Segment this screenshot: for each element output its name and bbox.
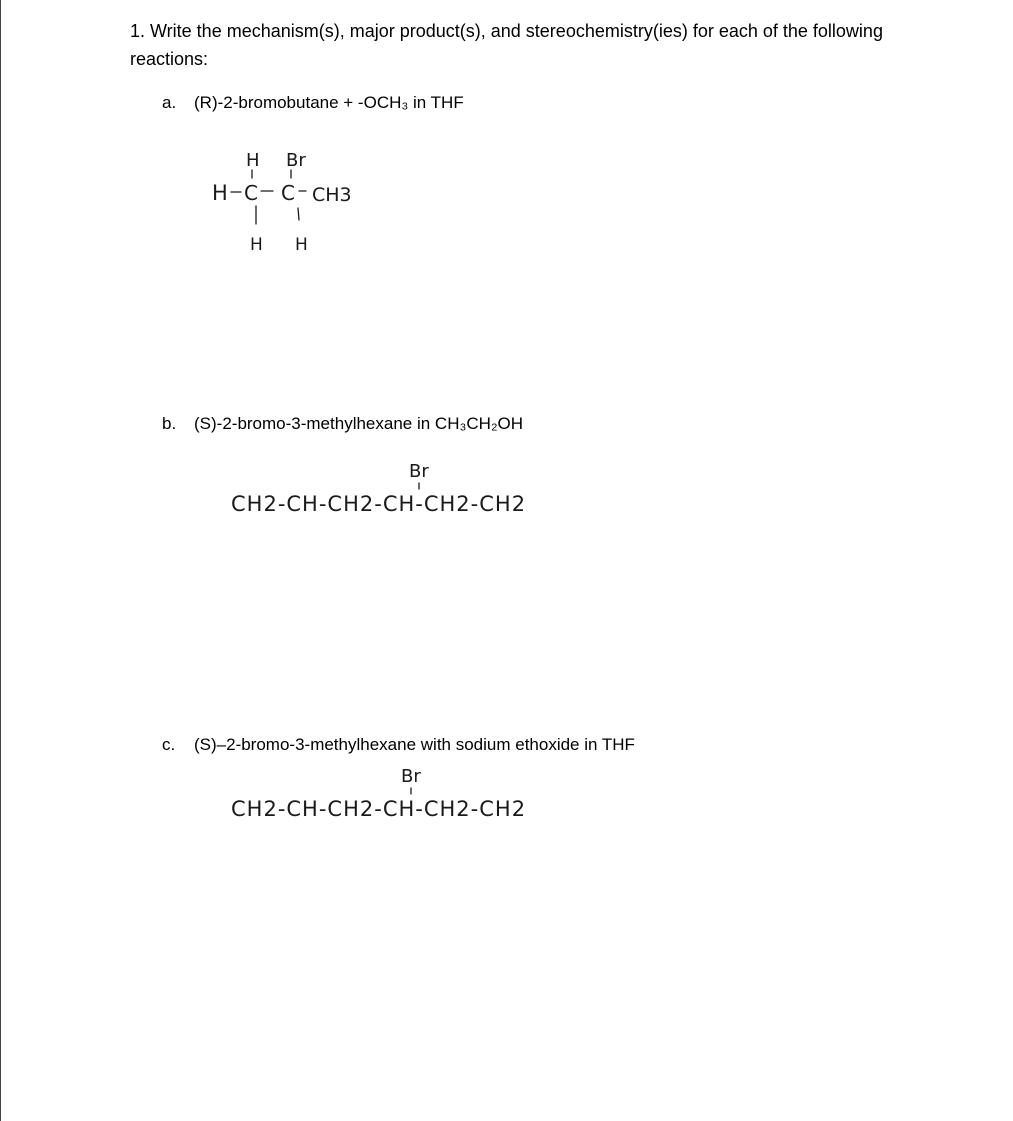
- sketch-a-bottom-h2: H: [295, 235, 308, 255]
- item-c-structure-sketch: [225, 760, 605, 840]
- sketch-c-br: Br: [401, 766, 421, 787]
- sketch-a-left-h: H: [212, 181, 228, 205]
- item-a-reaction: (R)-2-bromobutane + -OCH₃ in THF: [194, 93, 464, 112]
- sketch-b-chain: CH2-CH-CH2-CH-CH2-CH2: [231, 492, 527, 516]
- item-b-label: b.: [162, 414, 177, 433]
- item-a-label: a.: [162, 93, 177, 112]
- page-left-border: [0, 0, 1, 1121]
- sketch-a-ch3: CH3: [312, 184, 352, 206]
- item-a-structure-sketch: [200, 140, 400, 260]
- question-text: 1. Write the mechanism(s), major product(s), and stereochemistry(ies) for each of the following reactions:: [130, 21, 883, 69]
- sketch-b-br: Br: [409, 461, 429, 482]
- item-b-reaction: (S)-2-bromo-3-methylhexane in CH₃CH₂OH: [194, 414, 524, 433]
- sketch-a-bond-c2-bottom: [298, 208, 299, 220]
- sketch-c-chain: CH2-CH-CH2-CH-CH2-CH2: [231, 797, 527, 821]
- sketch-a-top-h: H: [246, 150, 260, 171]
- item-c-reaction: (S)–2-bromo-3-methylhexane with sodium ethoxide in THF: [194, 735, 635, 754]
- item-b-structure-sketch: [225, 455, 605, 535]
- sketch-a-top-br: Br: [286, 150, 306, 171]
- sketch-a-c2: C: [281, 181, 295, 205]
- item-c-label: c.: [162, 735, 176, 754]
- sketch-a-bottom-h1: H: [250, 235, 263, 255]
- sketch-a-c1: C: [244, 181, 258, 205]
